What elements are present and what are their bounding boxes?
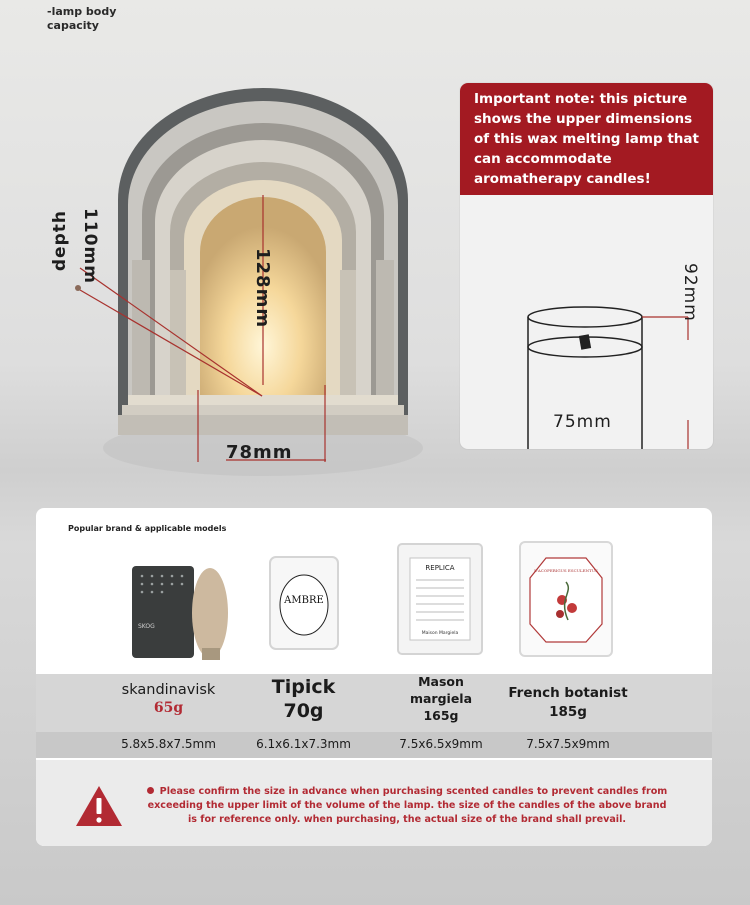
panel-title: Popular brand & applicable models bbox=[68, 524, 227, 533]
warning-icon bbox=[74, 784, 124, 828]
size-tipick: 6.1x6.1x7.3mm bbox=[256, 737, 351, 751]
replica-label: REPLICA bbox=[425, 564, 455, 572]
brand-names-row bbox=[36, 674, 712, 732]
cylinder-diagram bbox=[460, 195, 713, 449]
brand-french-botanist: French botanist 185g bbox=[508, 685, 628, 720]
brand-sizes-row bbox=[36, 732, 712, 758]
maison-label: Maison Margiela bbox=[421, 631, 459, 636]
depth-value: 110mm bbox=[80, 208, 100, 284]
skandi-label: SKOG bbox=[138, 623, 155, 630]
width-value: 78mm bbox=[226, 442, 293, 463]
brand-skandinavisk: skandinavisk 65g bbox=[121, 682, 216, 716]
brand-mason-margiela: Mason margiela 165g bbox=[409, 674, 473, 723]
important-note: Important note: this picture shows the upper dimensions of this wax melting lamp that can accommodate aromatherapy candles! bbox=[460, 83, 713, 195]
size-french-botanist: 7.5x7.5x9mm bbox=[526, 737, 610, 751]
depth-label: depth bbox=[50, 210, 70, 272]
french-label: L'ACOPERIGUS ESCULENTUS bbox=[534, 568, 598, 573]
cylinder-width: 75mm bbox=[553, 412, 612, 432]
warning-box bbox=[36, 760, 712, 846]
note-card bbox=[460, 83, 713, 449]
lamp-illustration bbox=[0, 0, 440, 500]
cylinder-height: 92mm bbox=[680, 263, 700, 322]
warning-text: Please confirm the size in advance when purchasing scented candles to prevent candles from exceeding the upper limit of the volume of the lamp. the size of the candles of the above brand is for reference only. when purchasing, the actual size of the brand shall prevail. bbox=[147, 786, 668, 825]
diptyque-ambre-candle-image bbox=[264, 553, 348, 653]
ambre-label: AMBRE bbox=[284, 595, 324, 606]
brand-panel bbox=[36, 508, 712, 846]
skandinavisk-candle-image bbox=[126, 558, 246, 668]
size-skandinavisk: 5.8x5.8x7.5mm bbox=[121, 737, 216, 751]
replica-candle-image bbox=[394, 540, 486, 658]
height-value: 128mm bbox=[252, 248, 273, 329]
brand-tipick: Tipick 70g bbox=[271, 676, 336, 722]
french-botanist-candle-image bbox=[516, 538, 616, 660]
size-mason-margiela: 7.5x6.5x9mm bbox=[399, 737, 483, 751]
lamp-capacity-label: -lamp body capacity bbox=[47, 5, 117, 32]
